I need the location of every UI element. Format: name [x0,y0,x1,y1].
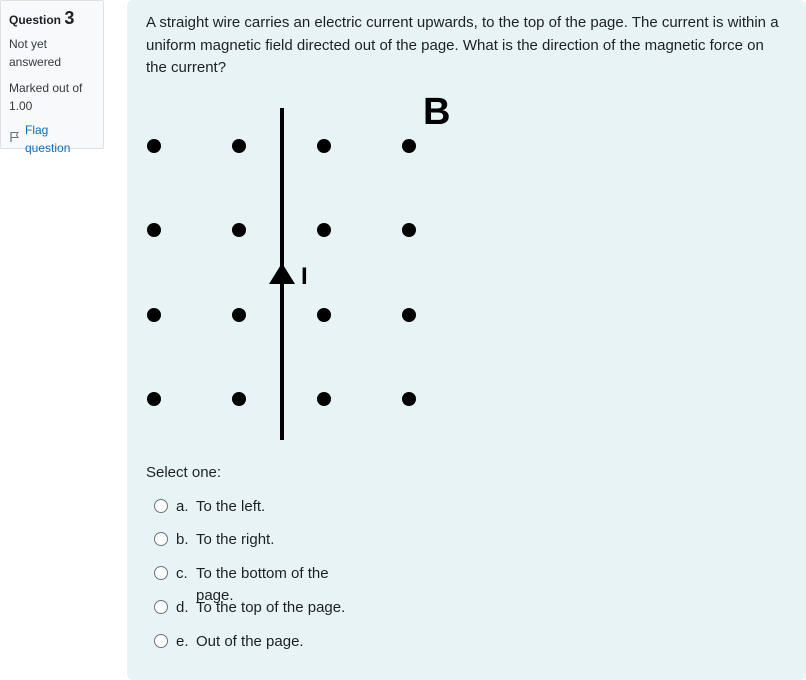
radio-button[interactable] [154,600,168,614]
question-label: Question [9,13,62,27]
question-state: Not yet answered [9,37,62,69]
answer-option-a[interactable] [154,498,346,516]
option-text: To the top of the page. [196,599,346,616]
current-arrow-icon [269,263,295,284]
select-one-prompt: Select one: [146,464,222,481]
field-label: B [423,91,451,133]
radio-button[interactable] [154,566,168,580]
option-letter: e. [176,633,189,650]
flag-question-button[interactable] [9,121,95,157]
question-number: 3 [64,8,75,28]
option-text: To the right. [196,531,275,548]
flag-question-label: Flag question [25,123,71,155]
option-letter: a. [176,498,189,515]
question-content [127,0,806,680]
question-text: A straight wire carries an electric current upwards, to the top of the page. The current is within a uniform magnetic field directed out of the page. What is the direction of the magnetic force on the current? [146,14,779,76]
answer-option-b[interactable] [154,531,346,549]
option-letter: d. [176,599,189,616]
option-text: Out of the page. [196,633,304,650]
radio-button[interactable] [154,532,168,546]
option-text: To the bottom of the page. [196,565,329,604]
option-letter: c. [176,565,188,582]
option-text: To the left. [196,498,266,515]
radio-button[interactable] [154,634,168,648]
answer-option-e[interactable] [154,633,346,651]
flag-icon [9,130,21,148]
question-grade: Marked out of 1.00 [9,81,83,113]
answer-option-d[interactable] [154,599,396,617]
option-letter: b. [176,531,189,548]
question-info-panel [0,0,104,155]
current-label: I [301,263,308,290]
magnetic-field-diagram [127,88,457,448]
question-number-heading [9,9,95,29]
radio-button[interactable] [154,499,168,513]
